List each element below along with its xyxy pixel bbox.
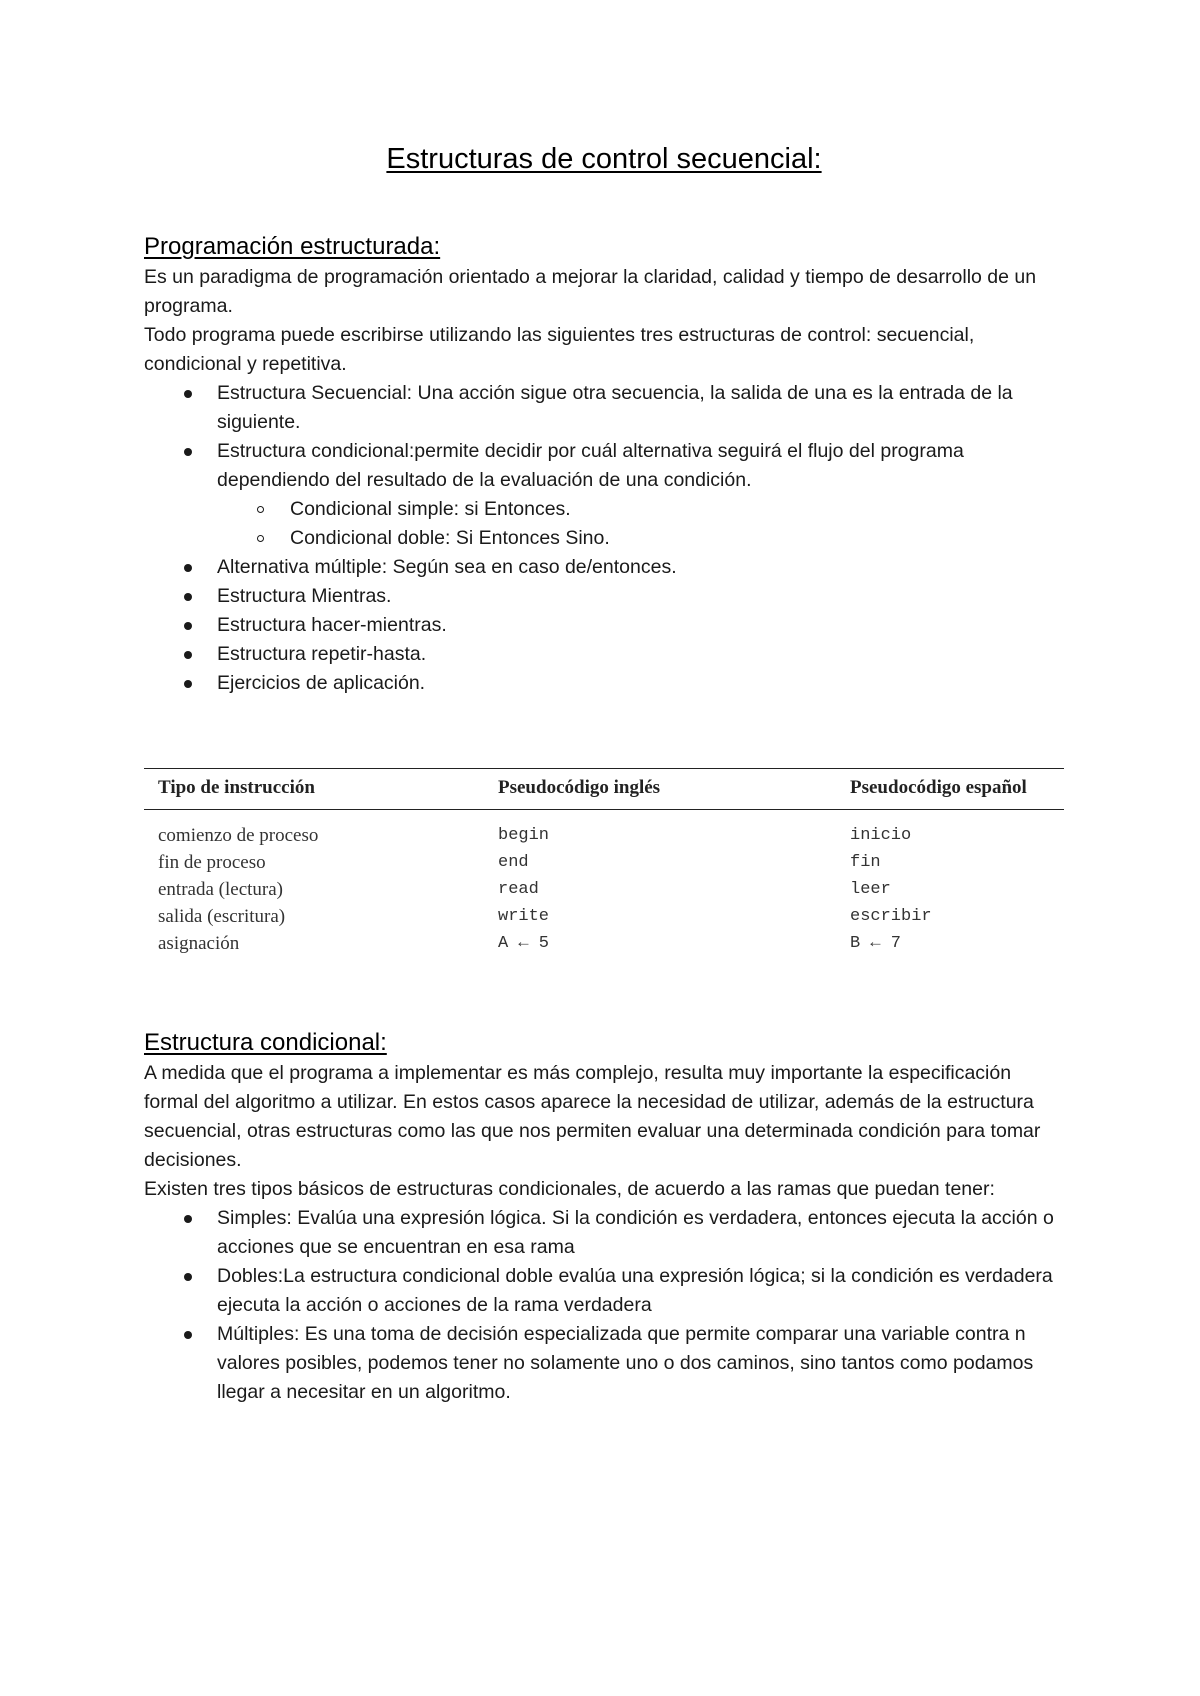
document-title: Estructuras de control secuencial: (386, 143, 822, 175)
table-cell: entrada (lectura) (158, 878, 283, 900)
list-item-text: Ejercicios de aplicación. (217, 672, 426, 694)
list-item (144, 1262, 1064, 1320)
list-item-text: Estructura hacer-mientras. (217, 614, 447, 636)
list-item (144, 553, 1064, 582)
table-cell: fin de proceso (158, 851, 266, 873)
list-item (144, 1320, 1064, 1407)
bullet-icon (184, 390, 192, 398)
column-header: Tipo de instrucción (144, 769, 484, 810)
column-header: Pseudocódigo español (836, 769, 1064, 810)
list-item-text: Simples: Evalúa una expresión lógica. Si la condición es verdadera, entonces ejecuta la acción o acciones que se encuentran en esa rama (217, 1207, 1054, 1258)
bullet-icon (184, 680, 192, 688)
bullet-icon (184, 651, 192, 659)
table-cell: read (498, 880, 539, 899)
table-row (144, 876, 1064, 903)
bullet-icon (184, 1215, 192, 1223)
list-item-text: Estructura Secuencial: Una acción sigue otra secuencia, la salida de una es la entrada de la siguiente. (217, 382, 1013, 433)
table-cell: write (498, 907, 550, 926)
table-cell: inicio (850, 826, 912, 845)
list-item-text: Estructura Mientras. (217, 585, 392, 607)
bullet-icon (184, 448, 192, 456)
list-item (144, 437, 1064, 553)
sub-list-item (144, 524, 1064, 553)
paragraph: A medida que el programa a implementar es más complejo, resulta muy importante la especificación formal del algoritmo a utilizar. En estos casos aparece la necesidad de utilizar, además de la estructura secuencial, otras estructuras como las que nos permiten evaluar una determinada condición para tomar decisiones. (144, 1062, 1041, 1171)
list-item-text: Múltiples: Es una toma de decisión especializada que permite comparar una variable contra n valores posibles, podemos tener no solamente uno o dos caminos, sino tantos como podamos llegar a necesitar en un algoritmo. (217, 1323, 1034, 1403)
bullet-list (144, 1204, 1064, 1407)
sub-list-item (144, 495, 1064, 524)
list-item (144, 611, 1064, 640)
bullet-icon (184, 1273, 192, 1281)
paragraph: Existen tres tipos básicos de estructuras condicionales, de acuerdo a las ramas que puedan tener: (144, 1178, 995, 1200)
list-item (144, 640, 1064, 669)
list-item-text: Estructura condicional:permite decidir por cuál alternativa seguirá el flujo del programa dependiendo del resultado de la evaluación de una condición. (217, 440, 964, 491)
list-item-text: Dobles:La estructura condicional doble evalúa una expresión lógica; si la condición es verdadera ejecuta la acción o acciones de la rama verdadera (217, 1265, 1053, 1316)
hollow-bullet-icon (257, 506, 264, 513)
table-cell: escribir (850, 907, 932, 926)
table-cell: salida (escritura) (158, 905, 286, 927)
table-cell: leer (850, 880, 891, 899)
paragraph: Es un paradigma de programación orientado a mejorar la claridad, calidad y tiempo de desarrollo de un programa. (144, 266, 1037, 317)
bullet-icon (184, 1331, 192, 1339)
list-item (144, 669, 1064, 698)
table-cell: begin (498, 826, 550, 845)
table-cell: B ← 7 (850, 934, 902, 953)
list-item-text: Estructura repetir-hasta. (217, 643, 427, 665)
bullet-icon (184, 564, 192, 572)
bullet-icon (184, 593, 192, 601)
list-item-text: Condicional doble: Si Entonces Sino. (290, 527, 610, 549)
sub-bullet-list (144, 495, 1064, 553)
instruction-table-figure (144, 768, 1064, 957)
section-heading: Estructura condicional: (144, 1029, 387, 1056)
table-row (144, 849, 1064, 876)
table-cell: fin (850, 853, 881, 872)
section-heading: Programación estructurada: (144, 233, 441, 260)
table-cell: asignación (158, 932, 240, 954)
table-cell: comienzo de proceso (158, 824, 319, 846)
table-row (144, 930, 1064, 957)
list-item-text: Alternativa múltiple: Según sea en caso de/entonces. (217, 556, 677, 578)
bullet-icon (184, 622, 192, 630)
table-row (144, 810, 1064, 850)
column-header: Pseudocódigo inglés (484, 769, 836, 810)
section-estructura-condicional (144, 1027, 1064, 1407)
hollow-bullet-icon (257, 535, 264, 542)
table-cell: end (498, 853, 529, 872)
paragraph: Todo programa puede escribirse utilizando las siguientes tres estructuras de control: secuencial, condicional y repetitiva. (144, 324, 975, 375)
list-item (144, 379, 1064, 437)
table-cell: A ← 5 (498, 934, 550, 953)
list-item (144, 1204, 1064, 1262)
section-programacion-estructurada (144, 231, 1064, 698)
instruction-table (144, 768, 1064, 957)
list-item (144, 582, 1064, 611)
table-row (144, 903, 1064, 930)
bullet-list (144, 379, 1064, 698)
list-item-text: Condicional simple: si Entonces. (290, 498, 571, 520)
table-header-row (144, 769, 1064, 810)
